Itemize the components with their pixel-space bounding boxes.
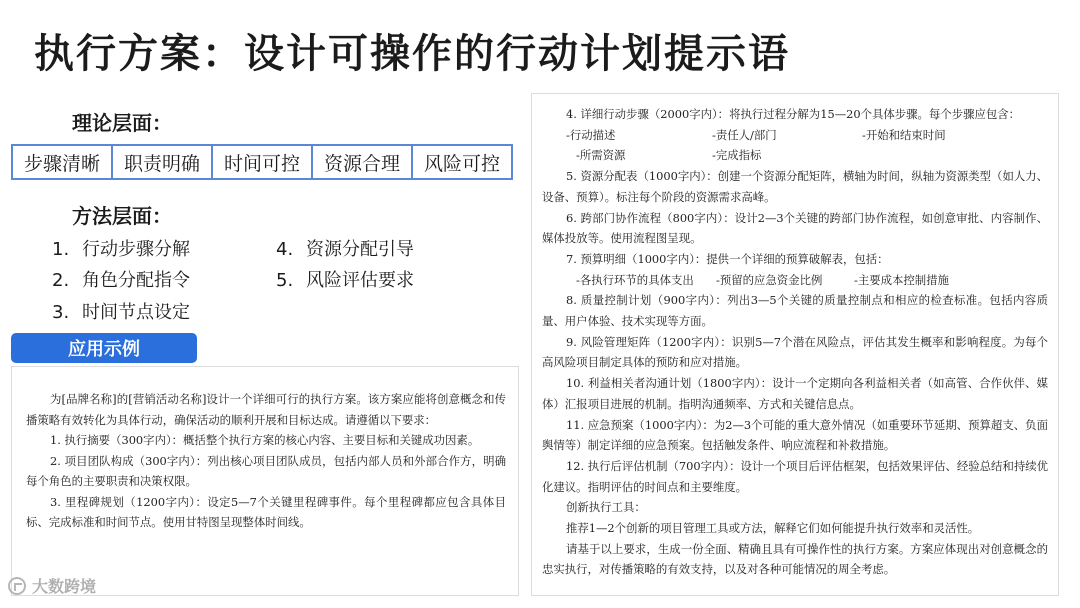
doc-paragraph: 10. 利益相关者沟通计划（1800字内）：设计一个定期向各利益相关者（如高管、合作伙伴、媒体）汇报项目进展的机制。指明沟通频率、方式和关键信息点。: [542, 376, 1048, 411]
method-item-number: 2.: [52, 270, 70, 291]
doc-list-row: [542, 145, 1048, 166]
watermark: [8, 574, 96, 597]
doc-paragraph: 请基于以上要求，生成一份全面、精确且具有可操作性的执行方案。方案应体现出对创意概念的忠实执行，对传播策略的有效支持，以及对各种可能情况的周全考虑。: [542, 541, 1048, 577]
doc-list-item: -完成指标: [712, 148, 762, 163]
doc-list-item: -责任人/部门: [712, 127, 777, 142]
page-title: 执行方案：设计可操作的行动计划提示语: [34, 31, 790, 77]
principle-cell: 风险可控: [423, 152, 500, 175]
doc-list-item: -各执行环节的具体支出: [576, 272, 694, 287]
method-heading: 方法层面：: [72, 204, 172, 228]
method-item-label: 角色分配指令: [82, 270, 190, 291]
doc-paragraph: 11. 应急预案（1000字内）：为2—3个可能的重大意外情况（如重要环节延期、预算超支、负面舆情等）制定详细的应急预案。包括触发条件、响应流程和补救措施。: [542, 417, 1048, 453]
doc-list-item: -行动描述: [566, 127, 616, 142]
method-item-number: 4.: [276, 239, 294, 260]
doc-paragraph: 5. 资源分配表（1000字内）：创建一个资源分配矩阵，横轴为时间，纵轴为资源类型（如人力、设备、预算）。标注每个阶段的资源需求高峰。: [542, 169, 1049, 204]
doc-list-item: -主要成本控制措施: [854, 272, 949, 287]
doc-list-row: [542, 125, 1048, 146]
example-tab[interactable]: 应用示例: [11, 333, 197, 363]
doc-paragraph: 12. 执行后评估机制（700字内）：设计一个项目后评估框架，包括效果评估、经验总结和持续优化建议。指明评估的时间点和主要维度。: [542, 458, 1049, 494]
method-item-label: 资源分配引导: [306, 239, 414, 260]
method-item: [52, 235, 190, 261]
example-document-right: [531, 93, 1059, 596]
doc-paragraph: 8. 质量控制计划（900字内）：列出3—5个关键的质量控制点和相应的检查标准。包括内容质量、用户体验、技术实现等方面。: [542, 293, 1048, 329]
example-document-left: [11, 366, 519, 596]
doc-list-item: -所需资源: [576, 148, 626, 163]
method-item-label: 时间节点设定: [82, 302, 190, 323]
method-item-number: 1.: [52, 239, 70, 260]
doc-subheading: 创新执行工具：: [566, 500, 646, 515]
watermark-text: 大数跨境: [32, 577, 97, 596]
method-item-label: 行动步骤分解: [82, 239, 190, 260]
principle-cell: 资源合理: [313, 146, 413, 178]
doc-list-row: [542, 270, 1048, 291]
doc-paragraph: 为[品牌名称]的[营销活动名称]设计一个详细可行的执行方案。该方案应能将创意概念和传播策略有效转化为具体行动，确保活动的顺利开展和目标达成。请遵循以下要求：: [26, 392, 506, 427]
watermark-logo-icon: [8, 577, 26, 595]
doc-paragraph: 推荐1—2个创新的项目管理工具或方法，解释它们如何能提升执行效率和灵活性。: [566, 521, 980, 536]
doc-list-item: -开始和结束时间: [862, 127, 946, 142]
doc-list-item: -预留的应急资金比例: [716, 272, 823, 287]
principle-cell: 职责明确: [113, 146, 213, 178]
principle-cell: 时间可控: [213, 146, 313, 178]
method-item-label: 风险评估要求: [306, 270, 414, 291]
doc-paragraph: 4. 详细行动步骤（2000字内）：将执行过程分解为15—20个具体步骤。每个步骤应包含：: [566, 107, 1021, 121]
doc-paragraph: 1. 执行摘要（300字内）：概括整个执行方案的核心内容、主要目标和关键成功因素。: [50, 433, 480, 447]
theory-heading: 理论层面：: [72, 111, 172, 135]
doc-paragraph: 7. 预算明细（1000字内）：提供一个详细的预算破解表，包括：: [566, 251, 889, 266]
method-item-number: 5.: [276, 270, 294, 291]
method-item: [276, 235, 414, 261]
doc-paragraph: 2. 项目团队构成（300字内）：列出核心项目团队成员，包括内部人员和外部合作方，明确每个角色的主要职责和决策权限。: [26, 453, 506, 488]
method-item-number: 3.: [52, 302, 70, 323]
method-item: [52, 298, 190, 324]
doc-paragraph: 3. 里程碑规划（1200字内）：设定5—7个关键里程碑事件。每个里程碑都应包含具体目标、完成标准和时间节点。使用甘特图呈现整体时间线。: [26, 494, 506, 529]
method-item: [52, 266, 190, 292]
principle-cell: 步骤清晰: [13, 146, 113, 178]
doc-paragraph: 9. 风险管理矩阵（1200字内）：识别5—7个潜在风险点，评估其发生概率和影响程度。为每个高风险项目制定具体的预防和应对措施。: [542, 334, 1048, 370]
doc-paragraph: 6. 跨部门协作流程（800字内）：设计2—3个关键的跨部门协作流程，如创意审批、内容制作、媒体投放等。使用流程图呈现。: [542, 210, 1048, 246]
method-item: [276, 266, 414, 292]
principles-row: [11, 144, 513, 180]
